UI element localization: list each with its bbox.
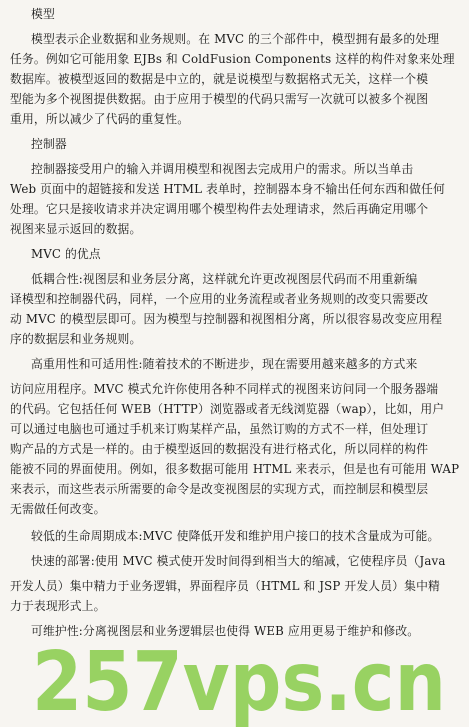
paragraph-line: 低耦合性:视图层和业务层分离，这样就允许更改视图层代码而不用重新编 [31,272,418,286]
paragraph-line: 高重用性和可适用性:随着技术的不断进步，现在需要用越来越多的方式来 [31,357,418,371]
paragraph-line: 控制器接受用户的输入并调用模型和视图去完成用户的需求。所以当单击 [31,162,414,176]
paragraph-line: 模型表示企业数据和业务规则。在 MVC 的三个部件中，模型拥有最多的处理 [31,32,440,46]
paragraph-line: 购产品的方式是一样的。由于模型返回的数据没有进行格式化，所以同样的构件 [10,442,429,456]
section-heading: 控制器 [31,137,67,151]
section-heading: MVC 的优点 [31,247,101,261]
paragraph-line: Web 页面中的超链接和发送 HTML 表单时，控制器本身不输出任何东西和做任何 [10,182,445,196]
paragraph-line: 动 MVC 的模型层即可。因为模型与控制器和视图相分离，所以很容易改变应用程 [10,312,443,326]
paragraph-line: 来表示，而这些表示所需要的命令是改变视图层的实现方式，而控制层和模型层 [10,482,429,496]
paragraph-line: 无需做任何改变。 [10,502,106,516]
paragraph-line: 数据库。被模型返回的数据是中立的，就是说模型与数据格式无关，这样一个模 [10,72,429,86]
paragraph-line: 访问应用程序。MVC 模式允许你使用各种不同样式的视图来访问同一个服务器端 [10,382,439,396]
paragraph-line: 快速的部署:使用 MVC 模式使开发时间得到相当大的缩减，它使程序员（Java [31,554,446,568]
paragraph-line: 处理。它只是接收请求并决定调用哪个模型构件去处理请求，然后再确定用哪个 [10,202,429,216]
paragraph-line: 可以通过电脑也可通过手机来订购某样产品，虽然订购的方式不一样，但处理订 [10,422,429,436]
paragraph-line: 重用，所以减少了代码的重复性。 [10,112,190,126]
paragraph-line: 较低的生命周期成本:MVC 使降低开发和维护用户接口的技术含量成为可能。 [31,529,440,543]
paragraph-line: 开发人员）集中精力于业务逻辑，界面程序员（HTML 和 JSP 开发人员）集中精 [10,579,440,593]
paragraph-line: 任务。例如它可能用象 EJBs 和 ColdFusion Components 这样的构件对象来处理 [10,52,455,66]
paragraph-line: 视图来显示返回的数据。 [10,222,142,236]
paragraph-line: 译模型和控制器代码，同样，一个应用的业务流程或者业务规则的改变只需要改 [10,292,429,306]
paragraph-line: 能被不同的界面使用。例如，很多数据可能用 HTML 来表示，但是也有可能用 WAP [10,462,460,476]
paragraph-line: 可维护性:分离视图层和业务逻辑层也使得 WEB 应用更易于维护和修改。 [31,624,420,638]
paragraph-line: 序的数据层和业务规则。 [10,332,142,346]
paragraph-line: 型能为多个视图提供数据。由于应用于模型的代码只需写一次就可以被多个视图 [10,92,429,106]
paragraph-line: 力于表现形式上。 [10,599,106,613]
section-heading: 模型 [31,7,55,21]
paragraph-line: 的代码。它包括任何 WEB（HTTP）浏览器或者无线浏览器（wap），比如，用户 [10,402,445,416]
watermark-text: 257vps.cn [32,635,446,727]
